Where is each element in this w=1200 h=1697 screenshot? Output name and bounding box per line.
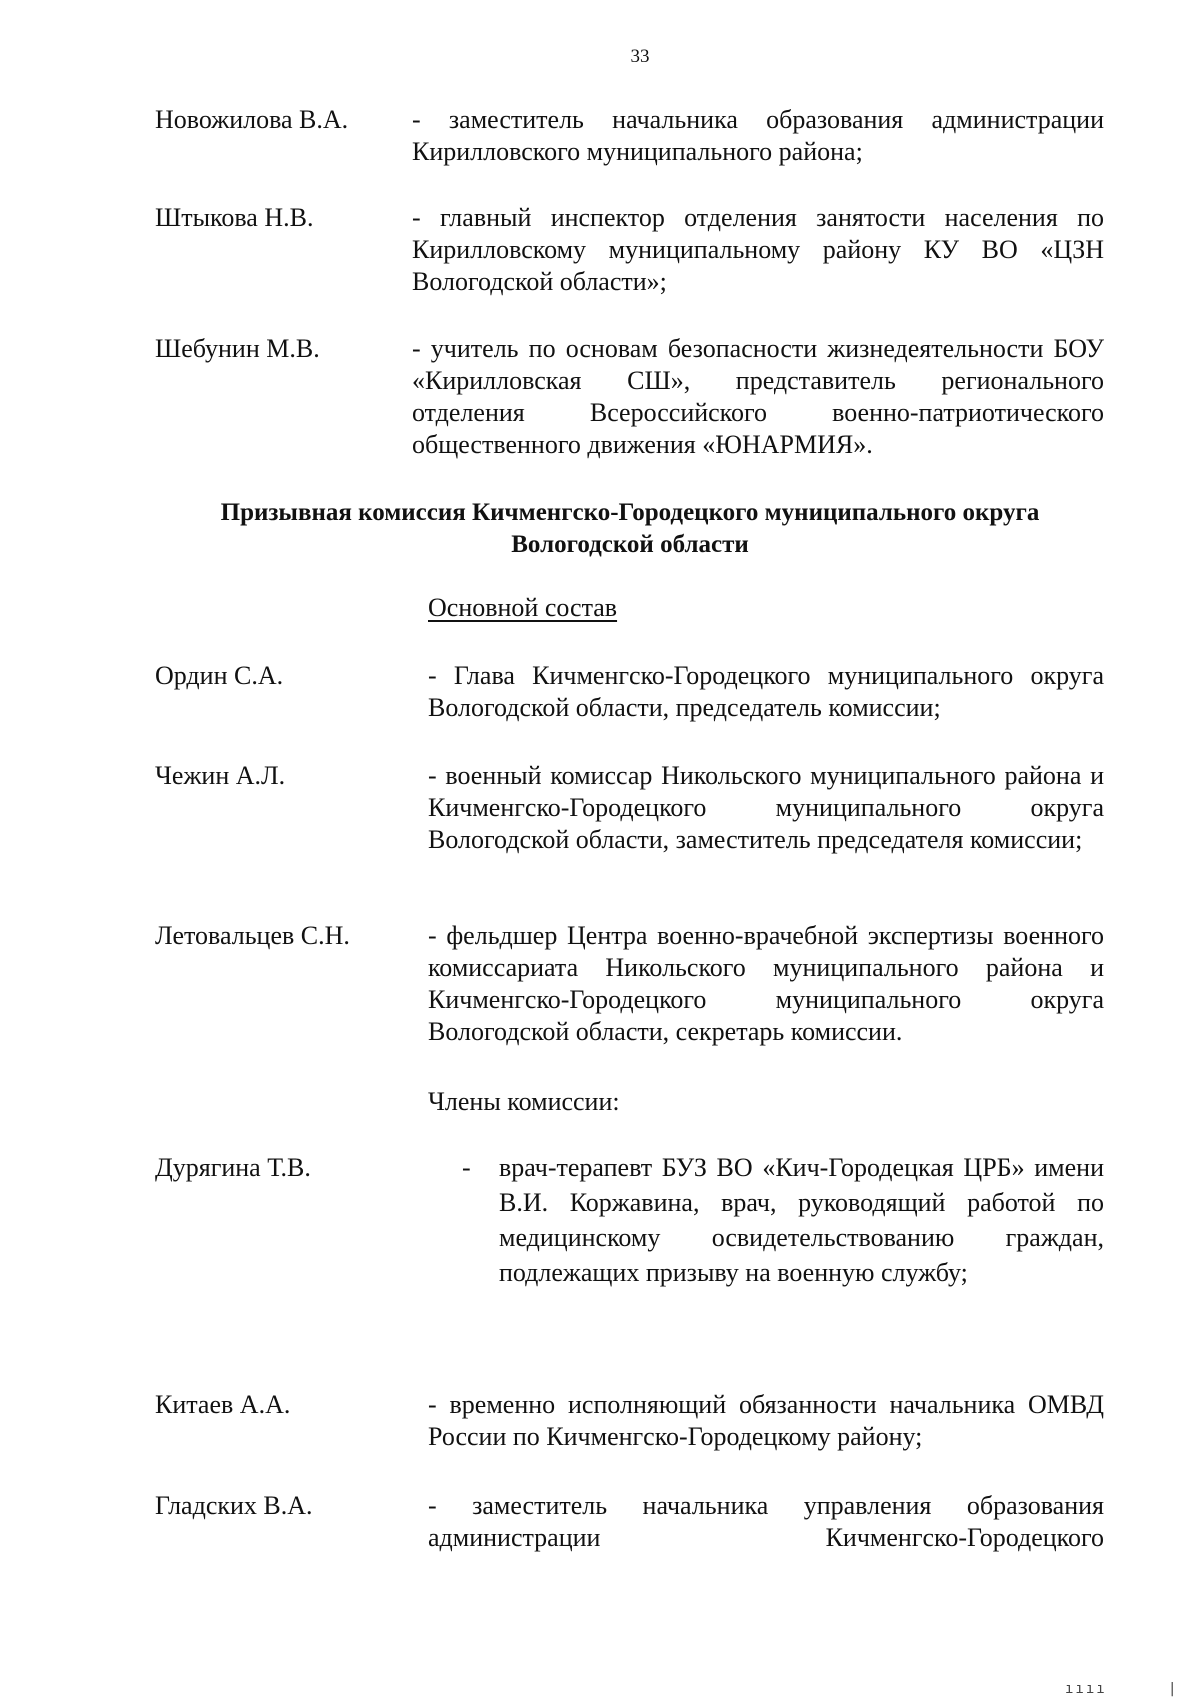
person-name: Шебунин М.В.	[155, 334, 320, 363]
person-description: - временно исполняющий обязанности начальника ОМВД России по Кичменгско-Городецкому району;	[428, 1390, 1104, 1451]
person-description: - Глава Кичменгско-Городецкого муниципального округа Вологодской области, председатель комиссии;	[428, 661, 1104, 722]
person-description: - заместитель начальника управления образования администрации Кичменгско-Городецкого	[428, 1491, 1104, 1552]
scan-mark: |	[1168, 1681, 1177, 1697]
section-heading-line: Призывная комиссия Кичменгско-Городецкого муниципального округа	[220, 499, 1040, 526]
entry-dash: -	[462, 1153, 471, 1182]
person-name: Чежин А.Л.	[155, 761, 286, 790]
person-name: Штыкова Н.В.	[155, 203, 314, 232]
members-label: Члены комиссии:	[428, 1087, 620, 1116]
person-description: врач-терапевт БУЗ ВО «Кич-Городецкая ЦРБ» имени В.И. Коржавина, врач, руководящий работой по медицинскому освидетельствованию граждан, подлежащих призыву на военную службу;	[499, 1153, 1104, 1287]
person-description: - главный инспектор отделения занятости населения по Кирилловскому муниципальному району КУ ВО «ЦЗН Вологодской области»;	[412, 203, 1104, 296]
person-name: Новожилова В.А.	[155, 105, 349, 134]
person-name: Летовальцев С.Н.	[155, 921, 350, 950]
person-name: Китаев А.А.	[155, 1390, 291, 1419]
page-number: 33	[630, 46, 650, 67]
person-name: Дурягина Т.В.	[155, 1153, 311, 1182]
person-name: Гладских В.А.	[155, 1491, 313, 1520]
section-heading	[150, 497, 1110, 561]
person-description: - военный комиссар Никольского муниципального района и Кичменгско-Городецкого муниципального округа Вологодской области, заместитель председателя комиссии;	[428, 761, 1104, 854]
scan-marks: ıııı	[1065, 1681, 1107, 1697]
person-description: - учитель по основам безопасности жизнедеятельности БОУ «Кирилловская СШ», представитель регионального отделения Всероссийского военно-патриотического общественного движения «ЮНАРМИЯ».	[412, 334, 1104, 459]
section-heading-line: Вологодской области	[511, 531, 749, 558]
main-composition-label: Основной состав	[428, 593, 618, 622]
person-name: Ордин С.А.	[155, 661, 284, 690]
person-description: - фельдшер Центра военно-врачебной экспертизы военного комиссариата Никольского муниципального района и Кичменгско-Городецкого муниципального округа Вологодской области, секретарь комиссии.	[428, 921, 1104, 1046]
person-description: - заместитель начальника образования администрации Кирилловского муниципального района;	[412, 105, 1104, 166]
